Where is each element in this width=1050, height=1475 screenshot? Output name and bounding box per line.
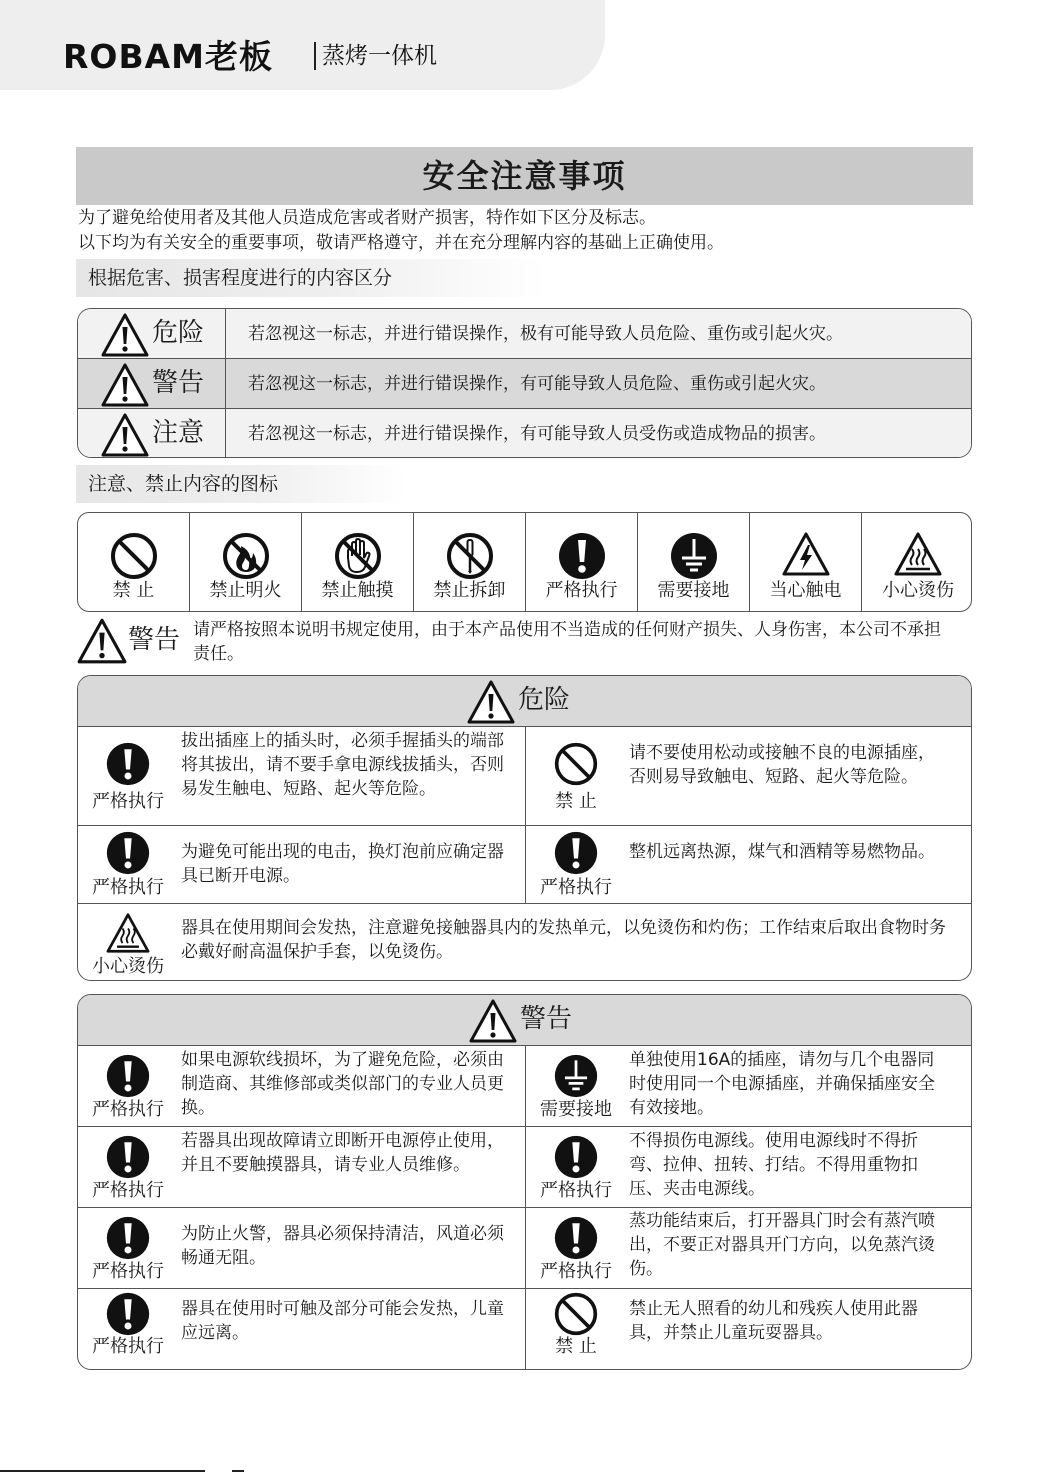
safety-item-text: 拔出插座上的插头时，必须手握插头的端部将其拔出，请不要手拿电源线拔插头，否则易发生触电、短路、起火等危险。	[181, 731, 504, 799]
mandatory-icon	[105, 1053, 151, 1099]
safety-item-label: 需要接地	[540, 1099, 612, 1120]
mandatory-icon	[105, 1291, 151, 1337]
footer-rule	[0, 1470, 205, 1472]
icon-legend-item	[638, 513, 750, 611]
warning-triangle-icon	[100, 312, 150, 358]
safety-item-text: 蒸功能结束后，打开器具门时会有蒸汽喷出，不要正对器具开门方向，以免蒸汽烫伤。	[629, 1211, 935, 1279]
no-disassemble-icon	[445, 531, 495, 581]
safety-item-label: 严格执行	[540, 1180, 612, 1201]
safety-item-text: 单独使用16A的插座，请勿与几个电器同时使用同一个电源插座，并确保插座安全有效接地。	[629, 1050, 935, 1118]
safety-item-text: 为避免可能出现的电击，换灯泡前应确定器具已断开电源。	[181, 842, 504, 886]
safety-item	[78, 904, 971, 981]
safety-item-text: 禁止无人照看的幼儿和残疾人使用此器具，并禁止儿童玩耍器具。	[629, 1299, 918, 1343]
icon-label: 禁止触摸	[321, 580, 394, 601]
mandatory-icon	[105, 1134, 151, 1180]
icon-label: 禁止拆卸	[433, 580, 506, 601]
ground-icon	[553, 1053, 599, 1099]
warning-triangle-icon	[100, 362, 150, 408]
icon-label: 严格执行	[545, 580, 618, 601]
safety-item-label: 禁 止	[555, 791, 597, 812]
danger-section	[77, 675, 972, 981]
icon-label: 禁 止	[112, 580, 155, 601]
safety-item-text: 器具在使用期间会发热，注意避免接触器具内的发热单元，以免烫伤和灼伤；工作结束后取出食物时务必戴好耐高温保护手套，以免烫伤。	[181, 918, 946, 962]
safety-item-label: 严格执行	[540, 877, 612, 898]
safety-item-label: 严格执行	[540, 1261, 612, 1282]
icon-label: 小心烫伤	[882, 580, 954, 601]
safety-item-label: 严格执行	[92, 877, 164, 898]
safety-item	[78, 1127, 526, 1208]
mandatory-icon	[557, 531, 607, 581]
footer-rule-mark	[232, 1470, 244, 1472]
warning-note-label: 警告	[128, 625, 181, 655]
level-description: 若忽视这一标志，并进行错误操作，有可能导致人员受伤或造成物品的损害。	[248, 424, 826, 444]
no-fire-icon	[221, 531, 271, 581]
safety-item	[78, 1289, 526, 1370]
safety-item-label: 严格执行	[92, 1180, 164, 1201]
electric-shock-icon	[781, 531, 831, 577]
icon-label: 当心触电	[769, 580, 842, 601]
safety-item-label: 严格执行	[92, 1099, 164, 1120]
product-name: 蒸烤一体机	[322, 43, 437, 69]
mandatory-icon	[553, 1134, 599, 1180]
prohibit-icon	[553, 1291, 599, 1337]
safety-item-text: 为防止火警，器具必须保持清洁，风道必须畅通无阻。	[181, 1224, 504, 1268]
safety-item-text: 请不要使用松动或接触不良的电源插座，否则易导致触电、短路、起火等危险。	[629, 743, 935, 787]
safety-item	[78, 1208, 526, 1289]
intro-line-2: 以下均为有关安全的重要事项，敬请严格遵守，并在充分理解内容的基础上正确使用。	[78, 233, 724, 253]
hot-surface-icon	[893, 531, 943, 577]
icon-label: 需要接地	[657, 580, 730, 601]
brand-logo: ROBAM老板	[63, 37, 273, 76]
icon-label: 禁止明火	[209, 580, 282, 601]
mandatory-icon	[105, 830, 151, 876]
icons-section-label: 注意、禁止内容的图标	[76, 465, 406, 503]
safety-item-text: 若器具出现故障请立即断开电源停止使用，并且不要触摸器具，请专业人员维修。	[181, 1131, 504, 1175]
mandatory-icon	[553, 830, 599, 876]
safety-item	[526, 1127, 972, 1208]
no-touch-icon	[333, 531, 383, 581]
level-description: 若忽视这一标志，并进行错误操作，有可能导致人员危险、重伤或引起火灾。	[248, 374, 826, 394]
warning-section	[77, 994, 972, 1370]
level-name: 警告	[152, 368, 205, 398]
mandatory-icon	[105, 1215, 151, 1261]
icon-legend-item	[302, 513, 414, 611]
hazard-level-table	[77, 308, 972, 458]
hot-surface-icon	[105, 912, 151, 954]
icon-legend-item	[414, 513, 526, 611]
icon-legend	[77, 512, 972, 612]
icon-legend-item	[190, 513, 302, 611]
hazard-level-row-danger	[78, 309, 971, 359]
page-title: 安全注意事项	[76, 147, 973, 205]
icon-legend-item	[750, 513, 862, 611]
mandatory-icon	[553, 1215, 599, 1261]
safety-item-label: 严格执行	[92, 1336, 164, 1357]
safety-item	[526, 1289, 972, 1370]
danger-section-header	[78, 676, 971, 727]
safety-item-text: 如果电源软线损坏，为了避免危险，必须由制造商、其维修部或类似部门的专业人员更换。	[181, 1050, 504, 1118]
safety-item	[78, 1046, 526, 1127]
level-description: 若忽视这一标志，并进行错误操作，极有可能导致人员危险、重伤或引起火灾。	[248, 324, 843, 344]
warning-triangle-icon	[100, 412, 150, 458]
warning-triangle-icon	[466, 679, 516, 725]
danger-section-title: 危险	[518, 685, 571, 715]
level-name: 危险	[152, 318, 205, 348]
warning-triangle-icon	[76, 617, 128, 665]
safety-item-label: 小心烫伤	[92, 956, 164, 977]
brand-separator	[314, 42, 316, 70]
warning-section-header	[78, 995, 971, 1046]
safety-item	[78, 826, 526, 904]
level-name: 注意	[152, 418, 205, 448]
prohibit-icon	[109, 531, 159, 581]
safety-item	[526, 727, 972, 826]
safety-item	[526, 826, 972, 904]
warning-note-text: 请严格按照本说明书规定使用，由于本产品使用不当造成的任何财产损失、人身伤害，本公司不承担责任。	[193, 620, 941, 664]
safety-item-label: 禁 止	[555, 1336, 597, 1357]
prohibit-icon	[553, 741, 599, 787]
warning-triangle-icon	[468, 998, 518, 1044]
ground-icon	[669, 531, 719, 581]
safety-item	[526, 1208, 972, 1289]
icon-legend-item	[526, 513, 638, 611]
mandatory-icon	[105, 741, 151, 787]
warning-section-title: 警告	[520, 1004, 573, 1034]
safety-item	[78, 727, 526, 826]
intro-line-1: 为了避免给使用者及其他人员造成危害或者财产损害，特作如下区分及标志。	[78, 208, 656, 228]
icon-legend-item	[78, 513, 190, 611]
safety-item	[526, 1046, 972, 1127]
icon-legend-item	[862, 513, 972, 611]
levels-section-label: 根据危害、损害程度进行的内容区分	[76, 259, 546, 297]
hazard-level-row-warning	[78, 359, 971, 409]
hazard-level-row-caution	[78, 409, 971, 458]
safety-item-text: 不得损伤电源线。使用电源线时不得折弯、拉伸、扭转、打结。不得用重物扣压、夹击电源线。	[629, 1131, 918, 1199]
safety-item-label: 严格执行	[92, 791, 164, 812]
safety-item-text: 整机远离热源，煤气和酒精等易燃物品。	[629, 842, 935, 862]
safety-item-text: 器具在使用时可触及部分可能会发热，儿童应远离。	[181, 1299, 504, 1343]
safety-item-label: 严格执行	[92, 1261, 164, 1282]
